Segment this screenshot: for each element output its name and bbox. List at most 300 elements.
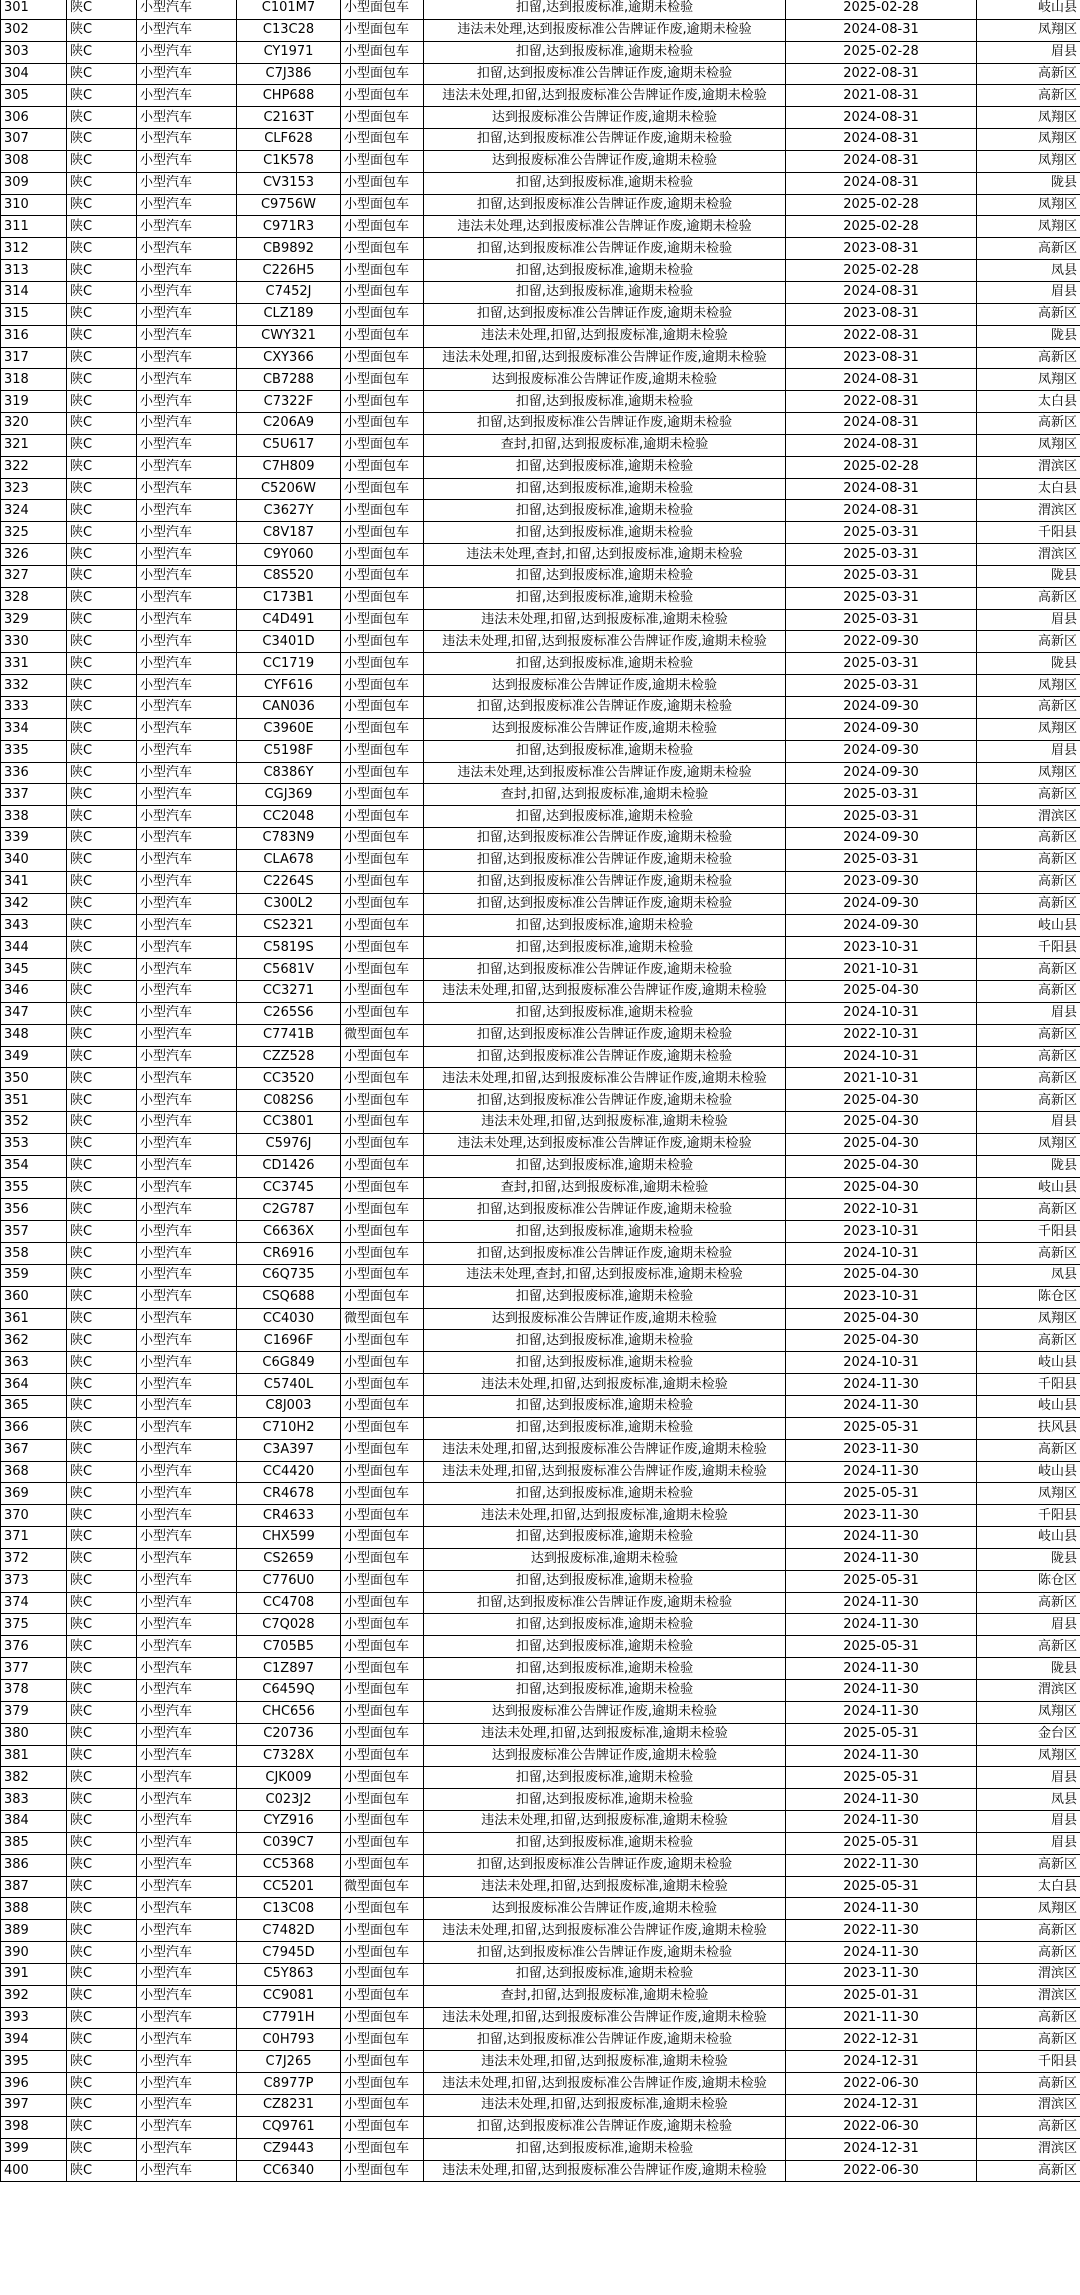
vehicle-class-cell: 小型面包车 (341, 1221, 424, 1243)
date-cell: 2024-09-30 (786, 893, 977, 915)
status-cell: 扣留,达到报废标准,逾期未检验 (424, 1832, 786, 1854)
table-row (1, 238, 1080, 260)
row-number-cell: 380 (1, 1723, 67, 1745)
plate-number-cell: C4D491 (237, 609, 341, 631)
table-row (1, 391, 1080, 413)
status-cell: 违法未处理,扣留,达到报废标准,逾期未检验 (424, 325, 786, 347)
row-number-cell: 345 (1, 959, 67, 981)
status-cell: 扣留,达到报废标准公告牌证作废,逾期未检验 (424, 1592, 786, 1614)
status-cell: 扣留,达到报废标准,逾期未检验 (424, 1767, 786, 1789)
table-row (1, 1701, 1080, 1723)
region-code-cell: 陕C (67, 1920, 137, 1942)
region-code-cell: 陕C (67, 1701, 137, 1723)
status-cell: 扣留,达到报废标准公告牌证作废,逾期未检验 (424, 129, 786, 151)
row-number-cell: 392 (1, 1985, 67, 2007)
row-number-cell: 368 (1, 1461, 67, 1483)
table-row (1, 500, 1080, 522)
table-row (1, 172, 1080, 194)
table-row (1, 194, 1080, 216)
region-code-cell: 陕C (67, 2073, 137, 2095)
status-cell: 扣留,达到报废标准,逾期未检验 (424, 391, 786, 413)
district-cell: 岐山县 (977, 0, 1080, 19)
district-cell: 凤翔区 (977, 718, 1080, 740)
table-row (1, 1133, 1080, 1155)
row-number-cell: 326 (1, 544, 67, 566)
district-cell: 凤翔区 (977, 1745, 1080, 1767)
vehicle-type-cell: 小型汽车 (137, 1308, 237, 1330)
vehicle-class-cell: 小型面包车 (341, 325, 424, 347)
row-number-cell: 317 (1, 347, 67, 369)
district-cell: 陈仓区 (977, 1570, 1080, 1592)
vehicle-class-cell: 小型面包车 (341, 937, 424, 959)
status-cell: 扣留,达到报废标准,逾期未检验 (424, 740, 786, 762)
table-row (1, 1090, 1080, 1112)
status-cell: 扣留,达到报废标准公告牌证作废,逾期未检验 (424, 2029, 786, 2051)
vehicle-class-cell: 小型面包车 (341, 1068, 424, 1090)
plate-number-cell: C3960E (237, 718, 341, 740)
vehicle-class-cell: 小型面包车 (341, 1461, 424, 1483)
status-cell: 违法未处理,扣留,达到报废标准公告牌证作废,逾期未检验 (424, 2160, 786, 2182)
row-number-cell: 304 (1, 63, 67, 85)
plate-number-cell: CHP688 (237, 85, 341, 107)
date-cell: 2024-08-31 (786, 19, 977, 41)
plate-number-cell: CC2048 (237, 806, 341, 828)
region-code-cell: 陕C (67, 2095, 137, 2117)
row-number-cell: 364 (1, 1374, 67, 1396)
status-cell: 扣留,达到报废标准,逾期未检验 (424, 653, 786, 675)
vehicle-type-cell: 小型汽车 (137, 1854, 237, 1876)
date-cell: 2024-08-31 (786, 369, 977, 391)
status-cell: 扣留,达到报废标准公告牌证作废,逾期未检验 (424, 959, 786, 981)
vehicle-class-cell: 小型面包车 (341, 1352, 424, 1374)
district-cell: 高新区 (977, 63, 1080, 85)
vehicle-class-cell: 小型面包车 (341, 1527, 424, 1549)
status-cell: 扣留,达到报废标准公告牌证作废,逾期未检验 (424, 1854, 786, 1876)
plate-number-cell: CV3153 (237, 172, 341, 194)
table-row (1, 85, 1080, 107)
table-row (1, 806, 1080, 828)
date-cell: 2021-10-31 (786, 1068, 977, 1090)
vehicle-type-cell: 小型汽车 (137, 413, 237, 435)
plate-number-cell: CR6916 (237, 1243, 341, 1265)
plate-number-cell: CYZ916 (237, 1811, 341, 1833)
region-code-cell: 陕C (67, 1832, 137, 1854)
district-cell: 眉县 (977, 1767, 1080, 1789)
district-cell: 渭滨区 (977, 1963, 1080, 1985)
vehicle-class-cell: 小型面包车 (341, 1330, 424, 1352)
region-code-cell: 陕C (67, 893, 137, 915)
vehicle-type-cell: 小型汽车 (137, 1592, 237, 1614)
district-cell: 金台区 (977, 1723, 1080, 1745)
date-cell: 2025-05-31 (786, 1876, 977, 1898)
table-row (1, 1483, 1080, 1505)
district-cell: 眉县 (977, 740, 1080, 762)
district-cell: 凤翔区 (977, 150, 1080, 172)
table-row (1, 565, 1080, 587)
region-code-cell: 陕C (67, 1090, 137, 1112)
plate-number-cell: CLF628 (237, 129, 341, 151)
table-row (1, 1002, 1080, 1024)
district-cell: 眉县 (977, 1811, 1080, 1833)
table-row (1, 1898, 1080, 1920)
region-code-cell: 陕C (67, 718, 137, 740)
table-row (1, 456, 1080, 478)
region-code-cell: 陕C (67, 172, 137, 194)
status-cell: 扣留,达到报废标准,逾期未检验 (424, 281, 786, 303)
row-number-cell: 314 (1, 281, 67, 303)
plate-number-cell: C8V187 (237, 522, 341, 544)
row-number-cell: 365 (1, 1396, 67, 1418)
table-row (1, 1024, 1080, 1046)
row-number-cell: 387 (1, 1876, 67, 1898)
region-code-cell: 陕C (67, 915, 137, 937)
status-cell: 扣留,达到报废标准,逾期未检验 (424, 1221, 786, 1243)
date-cell: 2023-11-30 (786, 1439, 977, 1461)
table-row (1, 828, 1080, 850)
district-cell: 岐山县 (977, 1352, 1080, 1374)
vehicle-class-cell: 小型面包车 (341, 1505, 424, 1527)
status-cell: 扣留,达到报废标准公告牌证作废,逾期未检验 (424, 194, 786, 216)
date-cell: 2021-08-31 (786, 85, 977, 107)
vehicle-type-cell: 小型汽车 (137, 1374, 237, 1396)
plate-number-cell: C173B1 (237, 587, 341, 609)
vehicle-type-cell: 小型汽车 (137, 1133, 237, 1155)
plate-number-cell: CC3801 (237, 1112, 341, 1134)
date-cell: 2024-08-31 (786, 434, 977, 456)
district-cell: 渭滨区 (977, 456, 1080, 478)
status-cell: 扣留,达到报废标准公告牌证作废,逾期未检验 (424, 1046, 786, 1068)
row-number-cell: 324 (1, 500, 67, 522)
date-cell: 2023-08-31 (786, 238, 977, 260)
table-row (1, 893, 1080, 915)
row-number-cell: 328 (1, 587, 67, 609)
plate-number-cell: CC3745 (237, 1177, 341, 1199)
row-number-cell: 305 (1, 85, 67, 107)
plate-number-cell: CGJ369 (237, 784, 341, 806)
vehicle-class-cell: 小型面包车 (341, 1133, 424, 1155)
row-number-cell: 378 (1, 1679, 67, 1701)
date-cell: 2022-10-31 (786, 1024, 977, 1046)
vehicle-type-cell: 小型汽车 (137, 369, 237, 391)
vehicle-type-cell: 小型汽车 (137, 697, 237, 719)
vehicle-class-cell: 小型面包车 (341, 1046, 424, 1068)
district-cell: 千阳县 (977, 937, 1080, 959)
vehicle-type-cell: 小型汽车 (137, 1439, 237, 1461)
region-code-cell: 陕C (67, 565, 137, 587)
table-row (1, 2095, 1080, 2117)
vehicle-class-cell: 小型面包车 (341, 1374, 424, 1396)
plate-number-cell: CC9081 (237, 1985, 341, 2007)
plate-number-cell: CHX599 (237, 1527, 341, 1549)
district-cell: 渭滨区 (977, 2095, 1080, 2117)
row-number-cell: 329 (1, 609, 67, 631)
date-cell: 2024-08-31 (786, 107, 977, 129)
vehicle-class-cell: 微型面包车 (341, 1308, 424, 1330)
vehicle-class-cell: 小型面包车 (341, 1417, 424, 1439)
row-number-cell: 388 (1, 1898, 67, 1920)
row-number-cell: 394 (1, 2029, 67, 2051)
table-row (1, 1264, 1080, 1286)
vehicle-class-cell: 小型面包车 (341, 631, 424, 653)
vehicle-type-cell: 小型汽车 (137, 260, 237, 282)
date-cell: 2024-11-30 (786, 1548, 977, 1570)
region-code-cell: 陕C (67, 544, 137, 566)
district-cell: 凤翔区 (977, 1483, 1080, 1505)
vehicle-class-cell: 小型面包车 (341, 653, 424, 675)
region-code-cell: 陕C (67, 762, 137, 784)
region-code-cell: 陕C (67, 216, 137, 238)
vehicle-class-cell: 小型面包车 (341, 675, 424, 697)
plate-number-cell: CZ9443 (237, 2138, 341, 2160)
region-code-cell: 陕C (67, 1811, 137, 1833)
date-cell: 2023-10-31 (786, 1286, 977, 1308)
vehicle-class-cell: 小型面包车 (341, 391, 424, 413)
vehicle-class-cell: 小型面包车 (341, 828, 424, 850)
district-cell: 千阳县 (977, 2051, 1080, 2073)
date-cell: 2025-02-28 (786, 456, 977, 478)
plate-number-cell: C5198F (237, 740, 341, 762)
vehicle-class-cell: 小型面包车 (341, 718, 424, 740)
row-number-cell: 381 (1, 1745, 67, 1767)
vehicle-class-cell: 小型面包车 (341, 413, 424, 435)
vehicle-class-cell: 小型面包车 (341, 1658, 424, 1680)
vehicle-type-cell: 小型汽车 (137, 1243, 237, 1265)
vehicle-class-cell: 小型面包车 (341, 1920, 424, 1942)
district-cell: 高新区 (977, 2160, 1080, 2182)
status-cell: 扣留,达到报废标准公告牌证作废,逾期未检验 (424, 238, 786, 260)
table-row (1, 762, 1080, 784)
status-cell: 违法未处理,达到报废标准公告牌证作废,逾期未检验 (424, 1133, 786, 1155)
plate-number-cell: C226H5 (237, 260, 341, 282)
row-number-cell: 343 (1, 915, 67, 937)
row-number-cell: 359 (1, 1264, 67, 1286)
district-cell: 岐山县 (977, 1527, 1080, 1549)
date-cell: 2024-08-31 (786, 478, 977, 500)
vehicle-type-cell: 小型汽车 (137, 762, 237, 784)
table-row (1, 1068, 1080, 1090)
vehicle-type-cell: 小型汽车 (137, 1985, 237, 2007)
table-row (1, 1155, 1080, 1177)
vehicle-class-cell: 小型面包车 (341, 806, 424, 828)
table-row (1, 1439, 1080, 1461)
row-number-cell: 312 (1, 238, 67, 260)
table-row (1, 1789, 1080, 1811)
region-code-cell: 陕C (67, 63, 137, 85)
district-cell: 高新区 (977, 2116, 1080, 2138)
table-row (1, 675, 1080, 697)
row-number-cell: 357 (1, 1221, 67, 1243)
status-cell: 扣留,达到报废标准,逾期未检验 (424, 1002, 786, 1024)
row-number-cell: 309 (1, 172, 67, 194)
district-cell: 高新区 (977, 1090, 1080, 1112)
vehicle-class-cell: 小型面包车 (341, 1439, 424, 1461)
plate-number-cell: CC5201 (237, 1876, 341, 1898)
table-row (1, 1199, 1080, 1221)
date-cell: 2025-01-31 (786, 1985, 977, 2007)
plate-number-cell: C5681V (237, 959, 341, 981)
vehicle-class-cell: 小型面包车 (341, 1548, 424, 1570)
vehicle-class-cell: 小型面包车 (341, 2160, 424, 2182)
status-cell: 违法未处理,扣留,达到报废标准,逾期未检验 (424, 2051, 786, 2073)
row-number-cell: 323 (1, 478, 67, 500)
region-code-cell: 陕C (67, 653, 137, 675)
vehicle-class-cell: 小型面包车 (341, 1963, 424, 1985)
vehicle-class-cell: 小型面包车 (341, 565, 424, 587)
status-cell: 违法未处理,达到报废标准公告牌证作废,逾期未检验 (424, 762, 786, 784)
district-cell: 高新区 (977, 347, 1080, 369)
vehicle-type-cell: 小型汽车 (137, 434, 237, 456)
table-row (1, 1286, 1080, 1308)
row-number-cell: 315 (1, 303, 67, 325)
date-cell: 2023-08-31 (786, 347, 977, 369)
date-cell: 2025-05-31 (786, 1832, 977, 1854)
region-code-cell: 陕C (67, 1592, 137, 1614)
status-cell: 扣留,达到报废标准公告牌证作废,逾期未检验 (424, 1024, 786, 1046)
region-code-cell: 陕C (67, 369, 137, 391)
date-cell: 2024-11-30 (786, 1658, 977, 1680)
plate-number-cell: C7J386 (237, 63, 341, 85)
table-row (1, 150, 1080, 172)
row-number-cell: 307 (1, 129, 67, 151)
vehicle-type-cell: 小型汽车 (137, 1090, 237, 1112)
vehicle-class-cell: 小型面包车 (341, 478, 424, 500)
plate-number-cell: C1696F (237, 1330, 341, 1352)
table-row (1, 1920, 1080, 1942)
plate-number-cell: CR4678 (237, 1483, 341, 1505)
table-row (1, 631, 1080, 653)
date-cell: 2021-10-31 (786, 959, 977, 981)
vehicle-type-cell: 小型汽车 (137, 194, 237, 216)
plate-number-cell: C6G849 (237, 1352, 341, 1374)
status-cell: 达到报废标准公告牌证作废,逾期未检验 (424, 1308, 786, 1330)
status-cell: 扣留,达到报废标准,逾期未检验 (424, 806, 786, 828)
region-code-cell: 陕C (67, 1658, 137, 1680)
status-cell: 扣留,达到报废标准,逾期未检验 (424, 500, 786, 522)
vehicle-class-cell: 小型面包车 (341, 849, 424, 871)
date-cell: 2021-11-30 (786, 2007, 977, 2029)
vehicle-type-cell: 小型汽车 (137, 522, 237, 544)
vehicle-class-cell: 小型面包车 (341, 1199, 424, 1221)
status-cell: 扣留,达到报废标准,逾期未检验 (424, 478, 786, 500)
table-row (1, 216, 1080, 238)
district-cell: 岐山县 (977, 915, 1080, 937)
row-number-cell: 360 (1, 1286, 67, 1308)
vehicle-type-cell: 小型汽车 (137, 216, 237, 238)
region-code-cell: 陕C (67, 1264, 137, 1286)
vehicle-type-cell: 小型汽车 (137, 609, 237, 631)
district-cell: 岐山县 (977, 1461, 1080, 1483)
status-cell: 扣留,达到报废标准,逾期未检验 (424, 1330, 786, 1352)
table-row (1, 653, 1080, 675)
vehicle-class-cell: 小型面包车 (341, 216, 424, 238)
vehicle-class-cell: 小型面包车 (341, 434, 424, 456)
vehicle-type-cell: 小型汽车 (137, 871, 237, 893)
region-code-cell: 陕C (67, 129, 137, 151)
district-cell: 渭滨区 (977, 1679, 1080, 1701)
vehicle-type-cell: 小型汽车 (137, 500, 237, 522)
district-cell: 渭滨区 (977, 806, 1080, 828)
vehicle-class-cell: 小型面包车 (341, 1483, 424, 1505)
date-cell: 2025-03-31 (786, 544, 977, 566)
date-cell: 2025-04-30 (786, 1090, 977, 1112)
vehicle-type-cell: 小型汽车 (137, 740, 237, 762)
date-cell: 2024-10-31 (786, 1046, 977, 1068)
status-cell: 违法未处理,查封,扣留,达到报废标准,逾期未检验 (424, 1264, 786, 1286)
date-cell: 2022-06-30 (786, 2116, 977, 2138)
row-number-cell: 322 (1, 456, 67, 478)
status-cell: 扣留,达到报废标准,逾期未检验 (424, 1636, 786, 1658)
date-cell: 2024-11-30 (786, 1374, 977, 1396)
date-cell: 2024-10-31 (786, 1243, 977, 1265)
plate-number-cell: C705B5 (237, 1636, 341, 1658)
status-cell: 违法未处理,扣留,达到报废标准,逾期未检验 (424, 609, 786, 631)
vehicle-class-cell: 小型面包车 (341, 1832, 424, 1854)
plate-number-cell: C20736 (237, 1723, 341, 1745)
vehicle-class-cell: 小型面包车 (341, 1090, 424, 1112)
vehicle-type-cell: 小型汽车 (137, 85, 237, 107)
vehicle-type-cell: 小型汽车 (137, 1396, 237, 1418)
district-cell: 眉县 (977, 1002, 1080, 1024)
district-cell: 凤县 (977, 1789, 1080, 1811)
table-row (1, 1461, 1080, 1483)
region-code-cell: 陕C (67, 959, 137, 981)
vehicle-type-cell: 小型汽车 (137, 718, 237, 740)
plate-number-cell: CC4708 (237, 1592, 341, 1614)
district-cell: 眉县 (977, 1112, 1080, 1134)
plate-number-cell: C9756W (237, 194, 341, 216)
region-code-cell: 陕C (67, 697, 137, 719)
date-cell: 2025-02-28 (786, 41, 977, 63)
region-code-cell: 陕C (67, 2160, 137, 2182)
vehicle-type-cell: 小型汽车 (137, 2007, 237, 2029)
date-cell: 2025-02-28 (786, 194, 977, 216)
vehicle-type-cell: 小型汽车 (137, 675, 237, 697)
status-cell: 查封,扣留,达到报废标准,逾期未检验 (424, 784, 786, 806)
status-cell: 扣留,达到报废标准公告牌证作废,逾期未检验 (424, 63, 786, 85)
status-cell: 违法未处理,扣留,达到报废标准公告牌证作废,逾期未检验 (424, 1461, 786, 1483)
region-code-cell: 陕C (67, 41, 137, 63)
vehicle-type-cell: 小型汽车 (137, 849, 237, 871)
vehicle-class-cell: 小型面包车 (341, 1112, 424, 1134)
table-row (1, 915, 1080, 937)
plate-number-cell: C265S6 (237, 1002, 341, 1024)
date-cell: 2022-08-31 (786, 391, 977, 413)
vehicle-type-cell: 小型汽车 (137, 0, 237, 19)
row-number-cell: 366 (1, 1417, 67, 1439)
date-cell: 2025-05-31 (786, 1483, 977, 1505)
date-cell: 2022-11-30 (786, 1854, 977, 1876)
vehicle-type-cell: 小型汽车 (137, 1264, 237, 1286)
vehicle-type-cell: 小型汽车 (137, 631, 237, 653)
district-cell: 高新区 (977, 2007, 1080, 2029)
district-cell: 高新区 (977, 587, 1080, 609)
row-number-cell: 342 (1, 893, 67, 915)
vehicle-class-cell: 小型面包车 (341, 63, 424, 85)
row-number-cell: 367 (1, 1439, 67, 1461)
district-cell: 高新区 (977, 413, 1080, 435)
date-cell: 2024-12-31 (786, 2138, 977, 2160)
plate-number-cell: CSQ688 (237, 1286, 341, 1308)
plate-number-cell: C9Y060 (237, 544, 341, 566)
vehicle-type-cell: 小型汽车 (137, 1527, 237, 1549)
district-cell: 凤翔区 (977, 194, 1080, 216)
date-cell: 2024-08-31 (786, 413, 977, 435)
status-cell: 扣留,达到报废标准,逾期未检验 (424, 915, 786, 937)
date-cell: 2023-10-31 (786, 1221, 977, 1243)
row-number-cell: 331 (1, 653, 67, 675)
district-cell: 岐山县 (977, 1396, 1080, 1418)
plate-number-cell: CS2321 (237, 915, 341, 937)
